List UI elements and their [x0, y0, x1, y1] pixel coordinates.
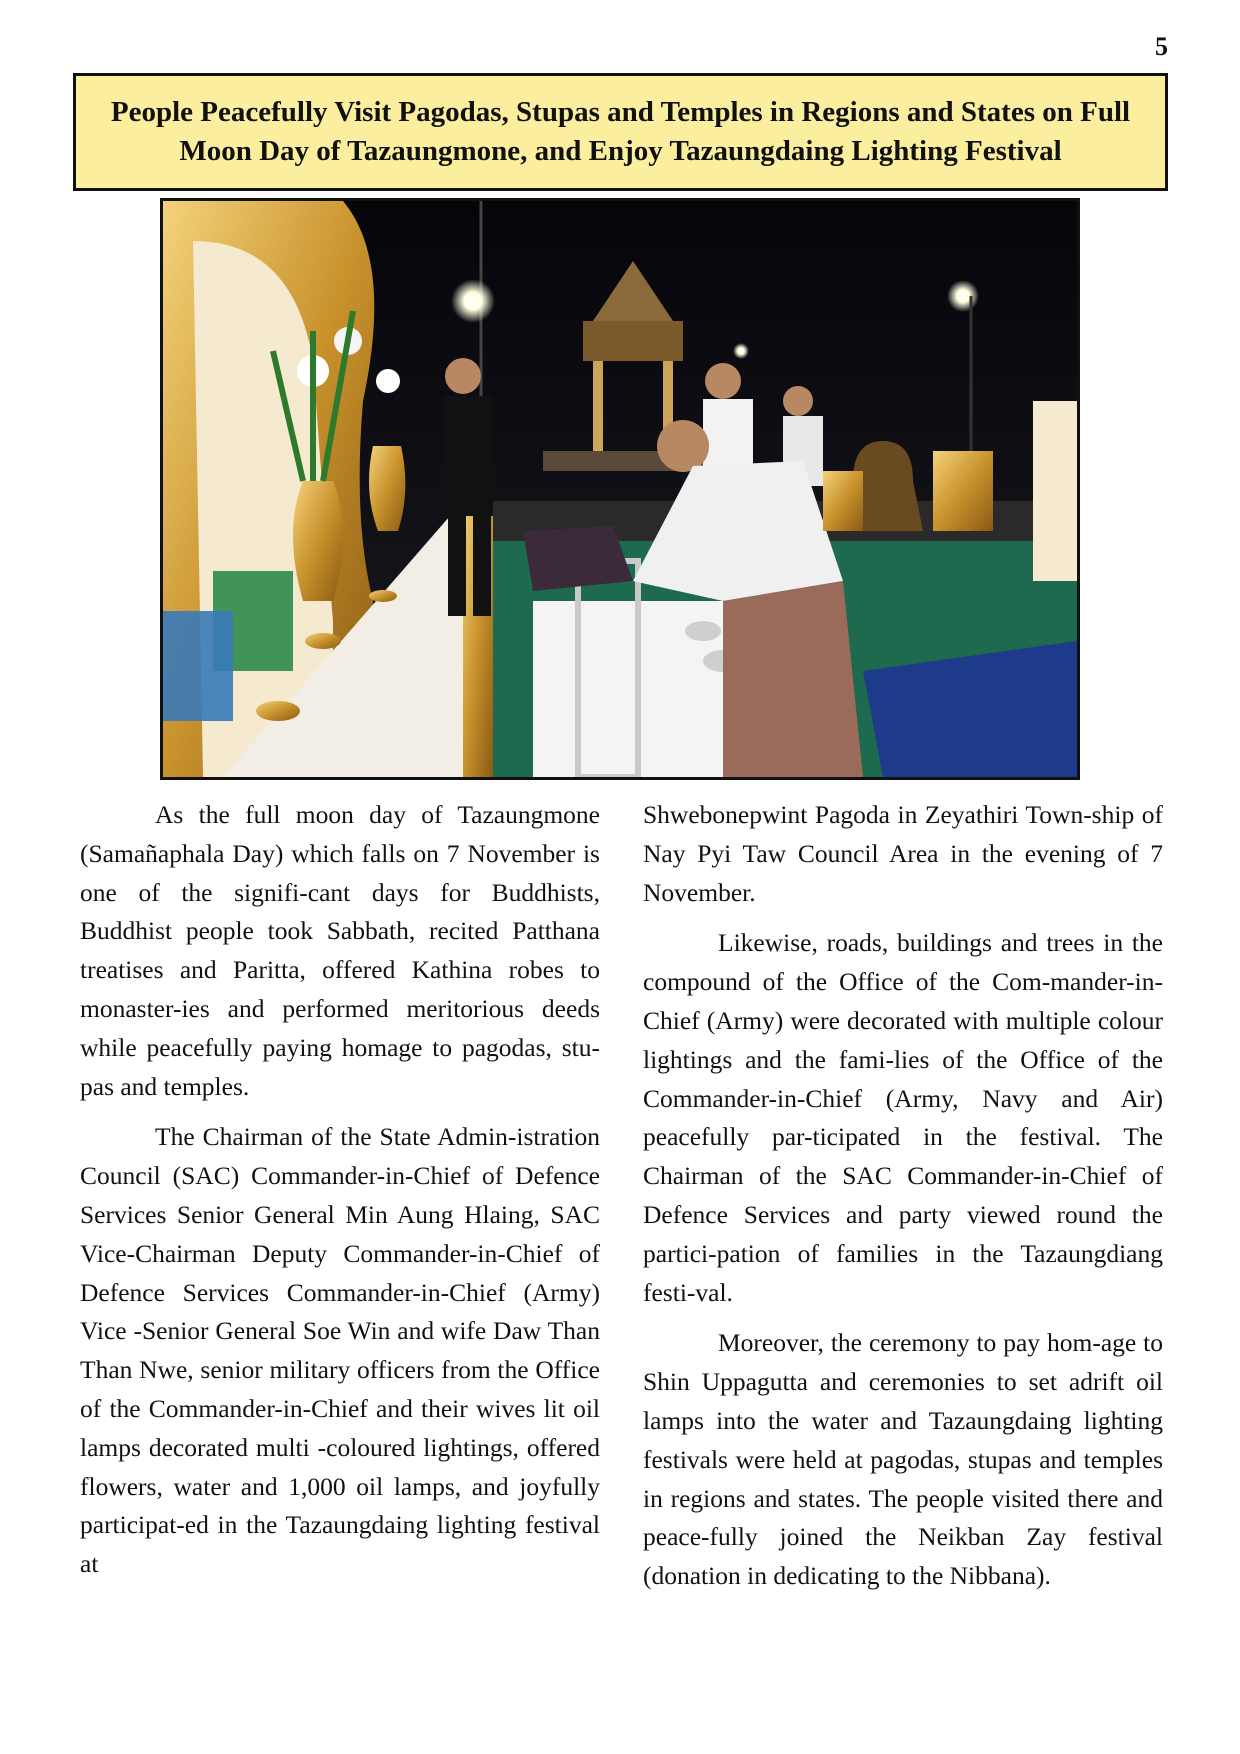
- paragraph: The Chairman of the State Admin-istration Council (SAC) Commander-in-Chief of Defence Services Senior General Min Aung Hlaing, SAC Vice-Chairman Deputy Commander-in-Chief of Defence Services Commander-in-Chief (Army) Vice -Senior General Soe Win and wife Daw Than Than Nwe, senior military officers from the Office of the Commander-in-Chief and their wives lit oil lamps decorated multi -coloured lightings, offered flowers, water and 1,000 oil lamps, and joyfully participat-ed in the Tazaungdaing lighting festival at: [80, 1122, 600, 1579]
- page-number: 5: [1155, 32, 1168, 61]
- paragraph: Likewise, roads, buildings and trees in the compound of the Office of the Com-mander-in-Chief (Army) were decorated with multiple colour lightings and the fami-lies of the Office of the Commander-in-Chief (Army, Navy and Air) peacefully par-ticipated in the festival. The Chairman of the SAC Commander-in-Chief of Defence Services and party viewed round the partici-pation of families in the Tazaungdiang festi-val.: [643, 928, 1163, 1307]
- paragraph: As the full moon day of Tazaungmone (Samañaphala Day) which falls on 7 November is one of the signifi-cant days for Buddhists, Buddhist people took Sabbath, recited Patthana treatises and Paritta, offered Kathina robes to monaster-ies and performed meritorious deeds while peacefully paying homage to pagodas, stu-pas and temples.: [80, 800, 600, 1101]
- article-column-right: [643, 796, 1163, 1608]
- photo-illustration: [163, 201, 1077, 777]
- event-photo: [160, 198, 1080, 780]
- paragraph: Moreover, the ceremony to pay hom-age to Shin Uppagutta and ceremonies to set adrift oil lamps into the water and Tazaungdaing lighting festivals were held at pagodas, stupas and temples in regions and states. The people visited there and peace-fully joined the Neikban Zay festival (donation in dedicating to the Nibbana).: [643, 1328, 1163, 1591]
- headline-box: [73, 73, 1168, 191]
- article-column-left: [80, 796, 600, 1596]
- headline: People Peacefully Visit Pagodas, Stupas and Temples in Regions and States on Full Moon Day of Tazaungmone, and Enjoy Tazaungdaing Lighting Festival: [110, 96, 1131, 167]
- paragraph: Shwebonepwint Pagoda in Zeyathiri Town-ship of Nay Pyi Taw Council Area in the evening of 7 November.: [643, 800, 1163, 907]
